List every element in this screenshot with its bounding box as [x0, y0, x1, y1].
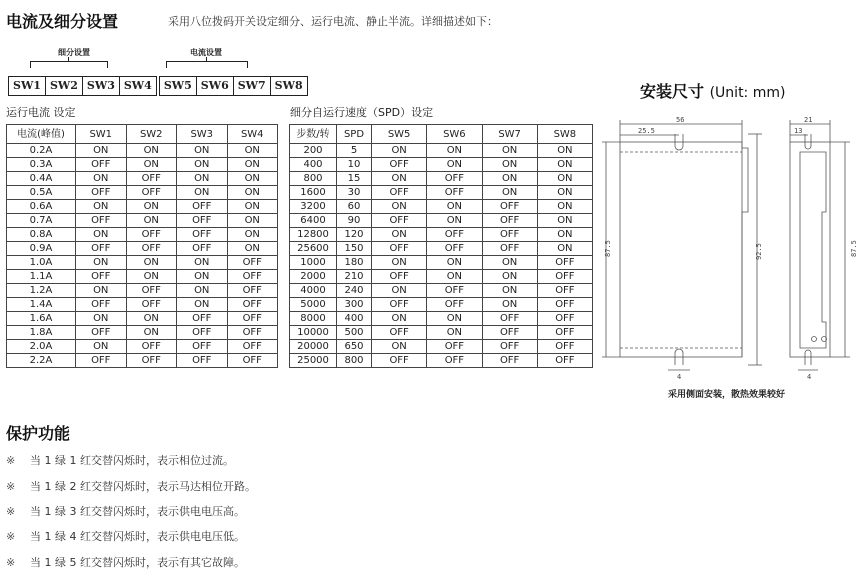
- dip-group-2: [159, 76, 308, 96]
- table-cell: 60: [337, 200, 372, 214]
- brace-tick-group2: [206, 57, 207, 62]
- dip-group-1: [8, 76, 157, 96]
- table-cell: 0.2A: [7, 144, 76, 158]
- side-view-outline: [790, 142, 830, 357]
- table-cell: ON: [427, 200, 482, 214]
- speed-table-body: [290, 144, 593, 368]
- mounting-caption: 采用侧面安装，散热效果较好: [668, 390, 786, 400]
- table-cell: ON: [372, 284, 427, 298]
- table-cell: OFF: [482, 354, 537, 368]
- table-cell: ON: [227, 172, 278, 186]
- table-cell: ON: [177, 256, 228, 270]
- table-cell: OFF: [482, 228, 537, 242]
- table-cell: ON: [372, 144, 427, 158]
- table-row: [7, 214, 278, 228]
- table-cell: ON: [372, 228, 427, 242]
- table-cell: ON: [227, 186, 278, 200]
- table-cell: 2.0A: [7, 340, 76, 354]
- table-cell: ON: [76, 256, 127, 270]
- dim-bottom-right: 4: [807, 373, 812, 381]
- table-cell: ON: [537, 158, 592, 172]
- table-cell: OFF: [482, 340, 537, 354]
- table-cell: OFF: [177, 228, 228, 242]
- table-cell: OFF: [126, 172, 177, 186]
- table-cell: ON: [126, 158, 177, 172]
- table-cell: 210: [337, 270, 372, 284]
- protection-item: [6, 452, 234, 468]
- table-cell: OFF: [537, 326, 592, 340]
- protection-text: 当 1 绿 2 红交替闪烁时，表示马达相位开路。: [30, 480, 256, 493]
- table-cell: ON: [537, 144, 592, 158]
- dim-bottom-left: 4: [677, 373, 682, 381]
- table-cell: OFF: [76, 214, 127, 228]
- table-cell: 2000: [290, 270, 337, 284]
- table-cell: 1.0A: [7, 256, 76, 270]
- table-cell: ON: [482, 144, 537, 158]
- table-cell: OFF: [372, 298, 427, 312]
- table-cell: 5000: [290, 298, 337, 312]
- table-cell: OFF: [227, 284, 278, 298]
- table-cell: ON: [126, 214, 177, 228]
- table-cell: ON: [427, 270, 482, 284]
- table-cell: 1.6A: [7, 312, 76, 326]
- column-header: SW5: [372, 125, 427, 144]
- table-cell: 500: [337, 326, 372, 340]
- table-cell: ON: [76, 144, 127, 158]
- table-cell: OFF: [427, 298, 482, 312]
- table-row: [290, 228, 593, 242]
- table-cell: ON: [177, 298, 228, 312]
- table-cell: ON: [482, 172, 537, 186]
- table-cell: OFF: [372, 326, 427, 340]
- table-cell: 650: [337, 340, 372, 354]
- table-row: [290, 256, 593, 270]
- table-cell: 1000: [290, 256, 337, 270]
- table-cell: OFF: [537, 340, 592, 354]
- table-cell: OFF: [482, 326, 537, 340]
- table-cell: ON: [427, 312, 482, 326]
- table-cell: 300: [337, 298, 372, 312]
- protection-text: 当 1 绿 5 红交替闪烁时，表示有其它故障。: [30, 556, 245, 569]
- table-cell: ON: [372, 172, 427, 186]
- table-cell: 1.8A: [7, 326, 76, 340]
- table-cell: 8000: [290, 312, 337, 326]
- table-cell: OFF: [177, 354, 228, 368]
- table-cell: 200: [290, 144, 337, 158]
- table-cell: ON: [177, 284, 228, 298]
- protection-item: [6, 503, 245, 519]
- table-cell: 0.5A: [7, 186, 76, 200]
- table-cell: ON: [482, 270, 537, 284]
- table-cell: ON: [372, 340, 427, 354]
- table-row: [290, 298, 593, 312]
- table-cell: OFF: [227, 298, 278, 312]
- table-cell: 4000: [290, 284, 337, 298]
- table-cell: 30: [337, 186, 372, 200]
- table-row: [290, 214, 593, 228]
- dip-switch-label: SW3: [83, 76, 120, 96]
- table-cell: ON: [427, 158, 482, 172]
- table-row: [290, 172, 593, 186]
- table-cell: OFF: [177, 326, 228, 340]
- table-row: [290, 326, 593, 340]
- table-cell: 0.7A: [7, 214, 76, 228]
- table-row: [290, 270, 593, 284]
- table-cell: OFF: [427, 284, 482, 298]
- front-view-outline: [620, 142, 742, 357]
- table-cell: 1600: [290, 186, 337, 200]
- side-view-heatsink: [800, 152, 826, 348]
- table-cell: 400: [290, 158, 337, 172]
- table-row: [7, 312, 278, 326]
- current-table-body: [7, 144, 278, 368]
- dip-switch-label: SW7: [234, 76, 271, 96]
- table-cell: ON: [482, 256, 537, 270]
- dip-switch-label: SW1: [8, 76, 46, 96]
- table-cell: ON: [227, 158, 278, 172]
- table-cell: ON: [537, 228, 592, 242]
- current-table: [6, 124, 278, 368]
- table-cell: OFF: [177, 340, 228, 354]
- table-cell: OFF: [126, 284, 177, 298]
- table-row: [7, 242, 278, 256]
- protection-text: 当 1 绿 3 红交替闪烁时，表示供电电压高。: [30, 505, 245, 518]
- table-cell: OFF: [482, 242, 537, 256]
- table-cell: OFF: [227, 312, 278, 326]
- protection-item: [6, 478, 256, 494]
- note-mark: ※: [6, 505, 16, 518]
- dip-switch-row: [8, 76, 308, 96]
- table-cell: ON: [482, 158, 537, 172]
- table-cell: OFF: [126, 242, 177, 256]
- table-cell: OFF: [177, 312, 228, 326]
- table-cell: ON: [76, 340, 127, 354]
- protection-title: 保护功能: [6, 424, 71, 443]
- table-cell: OFF: [482, 214, 537, 228]
- table-row: [7, 340, 278, 354]
- column-header: 电流(峰值): [7, 125, 76, 144]
- note-mark: ※: [6, 454, 16, 467]
- table-cell: ON: [227, 242, 278, 256]
- table-cell: ON: [177, 270, 228, 284]
- table-cell: OFF: [227, 270, 278, 284]
- table-cell: OFF: [427, 340, 482, 354]
- table-row: [290, 144, 593, 158]
- column-header: SPD: [337, 125, 372, 144]
- dip-switch-label: SW6: [197, 76, 234, 96]
- table-cell: OFF: [126, 298, 177, 312]
- table-cell: ON: [227, 214, 278, 228]
- front-view-flange: [742, 142, 748, 357]
- brace-tick-group1: [68, 57, 69, 62]
- table-cell: ON: [177, 172, 228, 186]
- table-header-row: [7, 125, 278, 144]
- table-row: [290, 312, 593, 326]
- table-cell: OFF: [372, 186, 427, 200]
- table-cell: ON: [177, 144, 228, 158]
- dim-height-outer: 87.5: [604, 240, 612, 257]
- table-row: [290, 242, 593, 256]
- table-row: [7, 326, 278, 340]
- protection-text: 当 1 绿 4 红交替闪烁时，表示供电电压低。: [30, 530, 245, 543]
- table-cell: OFF: [427, 186, 482, 200]
- table-row: [290, 158, 593, 172]
- table-cell: OFF: [537, 270, 592, 284]
- table-row: [7, 144, 278, 158]
- table-cell: OFF: [227, 256, 278, 270]
- dip-switch-label: SW5: [159, 76, 197, 96]
- table-cell: 20000: [290, 340, 337, 354]
- table-cell: ON: [76, 172, 127, 186]
- table-cell: ON: [537, 214, 592, 228]
- group-label-current: 电流设置: [190, 48, 222, 57]
- table-cell: 5: [337, 144, 372, 158]
- note-mark: ※: [6, 556, 16, 569]
- table-cell: ON: [177, 158, 228, 172]
- mounting-drawing: [600, 112, 862, 384]
- table-cell: ON: [372, 312, 427, 326]
- column-header: 步数/转: [290, 125, 337, 144]
- table-cell: 25000: [290, 354, 337, 368]
- table-cell: 400: [337, 312, 372, 326]
- table-cell: OFF: [372, 214, 427, 228]
- table-row: [7, 256, 278, 270]
- table-cell: 800: [290, 172, 337, 186]
- table-row: [290, 186, 593, 200]
- table-cell: OFF: [427, 354, 482, 368]
- table-cell: OFF: [537, 284, 592, 298]
- table-cell: 240: [337, 284, 372, 298]
- table-cell: OFF: [126, 228, 177, 242]
- table-cell: 10000: [290, 326, 337, 340]
- table-cell: OFF: [427, 242, 482, 256]
- mounting-title-text: 安装尺寸: [640, 82, 705, 101]
- dim-hole: 25.5: [638, 127, 655, 135]
- table-cell: ON: [126, 256, 177, 270]
- protection-item: [6, 528, 245, 544]
- table-cell: OFF: [372, 242, 427, 256]
- table-cell: 10: [337, 158, 372, 172]
- table-cell: OFF: [177, 242, 228, 256]
- table-cell: OFF: [76, 298, 127, 312]
- table-cell: 180: [337, 256, 372, 270]
- table-row: [7, 270, 278, 284]
- table-cell: OFF: [372, 158, 427, 172]
- table-cell: ON: [372, 200, 427, 214]
- table-cell: ON: [177, 186, 228, 200]
- table-cell: ON: [427, 256, 482, 270]
- table-cell: ON: [537, 242, 592, 256]
- table-cell: ON: [537, 172, 592, 186]
- table-cell: ON: [427, 144, 482, 158]
- column-header: SW2: [126, 125, 177, 144]
- table-cell: ON: [227, 228, 278, 242]
- table-row: [7, 284, 278, 298]
- speed-table: [289, 124, 593, 368]
- table-cell: ON: [76, 312, 127, 326]
- column-header: SW6: [427, 125, 482, 144]
- table-cell: 800: [337, 354, 372, 368]
- table-cell: ON: [76, 284, 127, 298]
- page-title: 电流及细分设置: [6, 12, 119, 31]
- table-cell: ON: [126, 200, 177, 214]
- table-cell: OFF: [126, 354, 177, 368]
- speed-table-caption: 细分自运行速度（SPD）设定: [290, 106, 434, 119]
- table-cell: OFF: [126, 186, 177, 200]
- table-cell: 1.4A: [7, 298, 76, 312]
- table-cell: 120: [337, 228, 372, 242]
- table-cell: 0.9A: [7, 242, 76, 256]
- table-cell: OFF: [76, 186, 127, 200]
- table-cell: OFF: [427, 228, 482, 242]
- table-cell: 0.4A: [7, 172, 76, 186]
- table-cell: OFF: [482, 312, 537, 326]
- table-cell: OFF: [76, 158, 127, 172]
- table-cell: OFF: [126, 340, 177, 354]
- table-cell: 0.6A: [7, 200, 76, 214]
- table-cell: OFF: [372, 270, 427, 284]
- table-header-row: [290, 125, 593, 144]
- table-row: [7, 298, 278, 312]
- table-cell: OFF: [177, 214, 228, 228]
- table-cell: ON: [427, 326, 482, 340]
- table-cell: 0.8A: [7, 228, 76, 242]
- table-row: [7, 158, 278, 172]
- table-cell: ON: [372, 256, 427, 270]
- dim-side-width: 21: [804, 116, 813, 124]
- table-cell: ON: [227, 144, 278, 158]
- dim-side-hole: 13: [794, 127, 803, 135]
- table-cell: OFF: [537, 312, 592, 326]
- dim-width: 56: [676, 116, 685, 124]
- table-row: [7, 186, 278, 200]
- table-cell: ON: [537, 186, 592, 200]
- table-cell: ON: [227, 200, 278, 214]
- column-header: SW1: [76, 125, 127, 144]
- dip-switch-label: SW2: [46, 76, 83, 96]
- column-header: SW8: [537, 125, 592, 144]
- column-header: SW3: [177, 125, 228, 144]
- table-cell: ON: [482, 284, 537, 298]
- table-cell: ON: [126, 270, 177, 284]
- table-cell: 0.3A: [7, 158, 76, 172]
- table-cell: ON: [76, 200, 127, 214]
- table-cell: 25600: [290, 242, 337, 256]
- table-row: [290, 340, 593, 354]
- mounting-unit: (Unit: mm): [709, 85, 786, 101]
- column-header: SW7: [482, 125, 537, 144]
- table-cell: ON: [482, 186, 537, 200]
- table-row: [7, 172, 278, 186]
- table-cell: 1.2A: [7, 284, 76, 298]
- table-row: [290, 200, 593, 214]
- intro-text: 采用八位拨码开关设定细分、运行电流、静止半流。详细描述如下：: [168, 15, 498, 28]
- table-row: [7, 200, 278, 214]
- group-label-microstep: 细分设置: [58, 48, 90, 57]
- table-cell: ON: [126, 144, 177, 158]
- brace-group1: [30, 61, 108, 68]
- table-cell: ON: [482, 298, 537, 312]
- brace-group2: [166, 61, 248, 68]
- table-cell: 12800: [290, 228, 337, 242]
- note-mark: ※: [6, 530, 16, 543]
- table-cell: 2.2A: [7, 354, 76, 368]
- table-cell: 15: [337, 172, 372, 186]
- table-cell: ON: [537, 200, 592, 214]
- dip-switch-label: SW8: [271, 76, 308, 96]
- table-cell: OFF: [76, 326, 127, 340]
- table-cell: 3200: [290, 200, 337, 214]
- table-cell: OFF: [227, 340, 278, 354]
- dip-switch-label: SW4: [120, 76, 157, 96]
- table-row: [290, 354, 593, 368]
- table-cell: OFF: [76, 270, 127, 284]
- table-cell: ON: [126, 326, 177, 340]
- table-cell: 1.1A: [7, 270, 76, 284]
- table-cell: OFF: [482, 200, 537, 214]
- protection-item: [6, 554, 245, 570]
- table-cell: OFF: [227, 354, 278, 368]
- table-cell: ON: [76, 228, 127, 242]
- dim-side-height: 87.5: [850, 240, 858, 257]
- table-cell: OFF: [227, 326, 278, 340]
- table-row: [290, 284, 593, 298]
- table-cell: OFF: [427, 172, 482, 186]
- table-cell: OFF: [537, 354, 592, 368]
- table-cell: OFF: [537, 298, 592, 312]
- table-cell: ON: [427, 214, 482, 228]
- table-cell: 150: [337, 242, 372, 256]
- table-cell: OFF: [177, 200, 228, 214]
- table-cell: OFF: [76, 354, 127, 368]
- table-cell: OFF: [76, 242, 127, 256]
- mounting-title: [640, 79, 785, 102]
- table-cell: OFF: [372, 354, 427, 368]
- column-header: SW4: [227, 125, 278, 144]
- table-row: [7, 354, 278, 368]
- table-cell: 90: [337, 214, 372, 228]
- table-cell: ON: [126, 312, 177, 326]
- table-cell: OFF: [537, 256, 592, 270]
- current-table-caption: 运行电流 设定: [6, 106, 76, 119]
- dim-height-inner: 92.5: [755, 243, 763, 260]
- protection-text: 当 1 绿 1 红交替闪烁时，表示相位过流。: [30, 454, 234, 467]
- table-cell: 6400: [290, 214, 337, 228]
- note-mark: ※: [6, 480, 16, 493]
- table-row: [7, 228, 278, 242]
